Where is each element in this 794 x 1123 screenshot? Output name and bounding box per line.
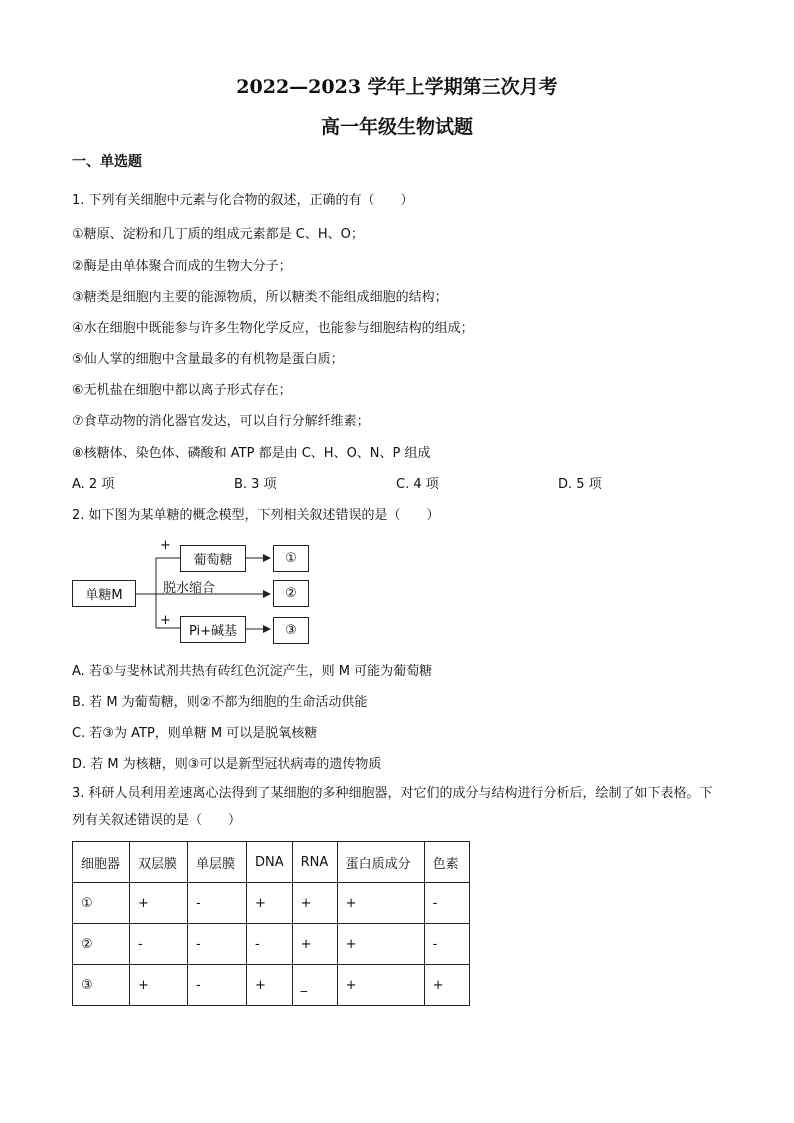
source-box: 单糖M <box>72 580 136 607</box>
organelle-table <box>72 841 470 1006</box>
q1-option-d[interactable]: D. 5 项 <box>558 477 602 492</box>
q1-item: ⑥无机盐在细胞中都以离子形式存在； <box>72 383 292 398</box>
q1-option-a[interactable]: A. 2 项 <box>72 477 115 492</box>
table-cell: + <box>337 883 424 924</box>
plus-sign-bottom: + <box>160 613 171 628</box>
table-cell: - <box>188 924 247 965</box>
table-cell: _ <box>292 965 337 1006</box>
q1-stem: 1. 下列有关细胞中元素与化合物的叙述，正确的有（ ） <box>72 193 414 208</box>
dehydration-label: 脱水缩合 <box>163 581 216 596</box>
q1-item: ③糖类是细胞内主要的能源物质，所以糖类不能组成细胞的结构； <box>72 290 448 305</box>
table-cell: - <box>188 965 247 1006</box>
q1-item: ④水在细胞中既能参与许多生物化学反应，也能参与细胞结构的组成； <box>72 321 474 336</box>
table-cell: + <box>247 965 293 1006</box>
q2-stem: 2. 如下图为某单糖的概念模型，下列相关叙述错误的是（ ） <box>72 508 440 523</box>
table-header-cell: RNA <box>292 842 337 883</box>
section-heading: 一、单选题 <box>72 154 142 170</box>
table-row <box>73 924 470 965</box>
table-header-cell: 双层膜 <box>130 842 188 883</box>
table-cell: + <box>337 924 424 965</box>
table-cell: + <box>424 965 469 1006</box>
q1-item: ①糖原、淀粉和几丁质的组成元素都是 C、H、O； <box>72 227 364 242</box>
glucose-box: 葡萄糖 <box>180 545 246 572</box>
q1-item: ⑧核糖体、染色体、磷酸和 ATP 都是由 C、H、O、N、P 组成 <box>72 446 431 461</box>
q1-option-b[interactable]: B. 3 项 <box>234 477 277 492</box>
q1-item: ②酶是由单体聚合而成的生物大分子； <box>72 259 292 274</box>
plus-sign-top: + <box>160 538 171 553</box>
table-header-cell: 细胞器 <box>73 842 130 883</box>
table-cell: - <box>424 883 469 924</box>
table-header-cell: DNA <box>247 842 293 883</box>
table-cell: - <box>130 924 188 965</box>
exam-title: 2022—2023 学年上学期第三次月考 <box>236 76 558 98</box>
q2-option-c[interactable]: C. 若③为 ATP，则单糖 M 可以是脱氧核糖 <box>72 726 318 741</box>
output-2-box: ② <box>273 580 309 607</box>
table-cell: ③ <box>73 965 130 1006</box>
output-3-box: ③ <box>273 617 309 644</box>
table-cell: ① <box>73 883 130 924</box>
table-cell: - <box>188 883 247 924</box>
table-cell: - <box>247 924 293 965</box>
table-cell: + <box>337 965 424 1006</box>
pi-base-box: Pi+碱基 <box>180 616 246 643</box>
table-cell: + <box>130 883 188 924</box>
q1-item: ⑤仙人掌的细胞中含量最多的有机物是蛋白质； <box>72 352 344 367</box>
table-header-cell: 单层膜 <box>188 842 247 883</box>
output-1-box: ① <box>273 545 309 572</box>
table-header-cell: 蛋白质成分 <box>337 842 424 883</box>
table-row <box>73 883 470 924</box>
table-header-cell: 色素 <box>424 842 469 883</box>
q3-stem: 3. 科研人员利用差速离心法得到了某细胞的多种细胞器，对它们的成分与结构进行分析后，绘制了如下表格。下列有关叙述错误的是（ ） <box>72 786 713 828</box>
q1-option-c[interactable]: C. 4 项 <box>396 477 439 492</box>
table-cell: - <box>424 924 469 965</box>
table-row <box>73 965 470 1006</box>
table-cell: + <box>292 883 337 924</box>
q2-option-a[interactable]: A. 若①与斐林试剂共热有砖红色沉淀产生，则 M 可能为葡萄糖 <box>72 664 433 679</box>
table-cell: + <box>292 924 337 965</box>
table-cell: ② <box>73 924 130 965</box>
q2-option-d[interactable]: D. 若 M 为核糖，则③可以是新型冠状病毒的遗传物质 <box>72 757 382 772</box>
exam-subtitle: 高一年级生物试题 <box>320 116 473 138</box>
table-cell: + <box>247 883 293 924</box>
q2-option-b[interactable]: B. 若 M 为葡萄糖，则②不都为细胞的生命活动供能 <box>72 695 368 710</box>
table-header-row <box>73 842 470 883</box>
q1-item: ⑦食草动物的消化器官发达，可以自行分解纤维素； <box>72 414 370 429</box>
table-cell: + <box>130 965 188 1006</box>
